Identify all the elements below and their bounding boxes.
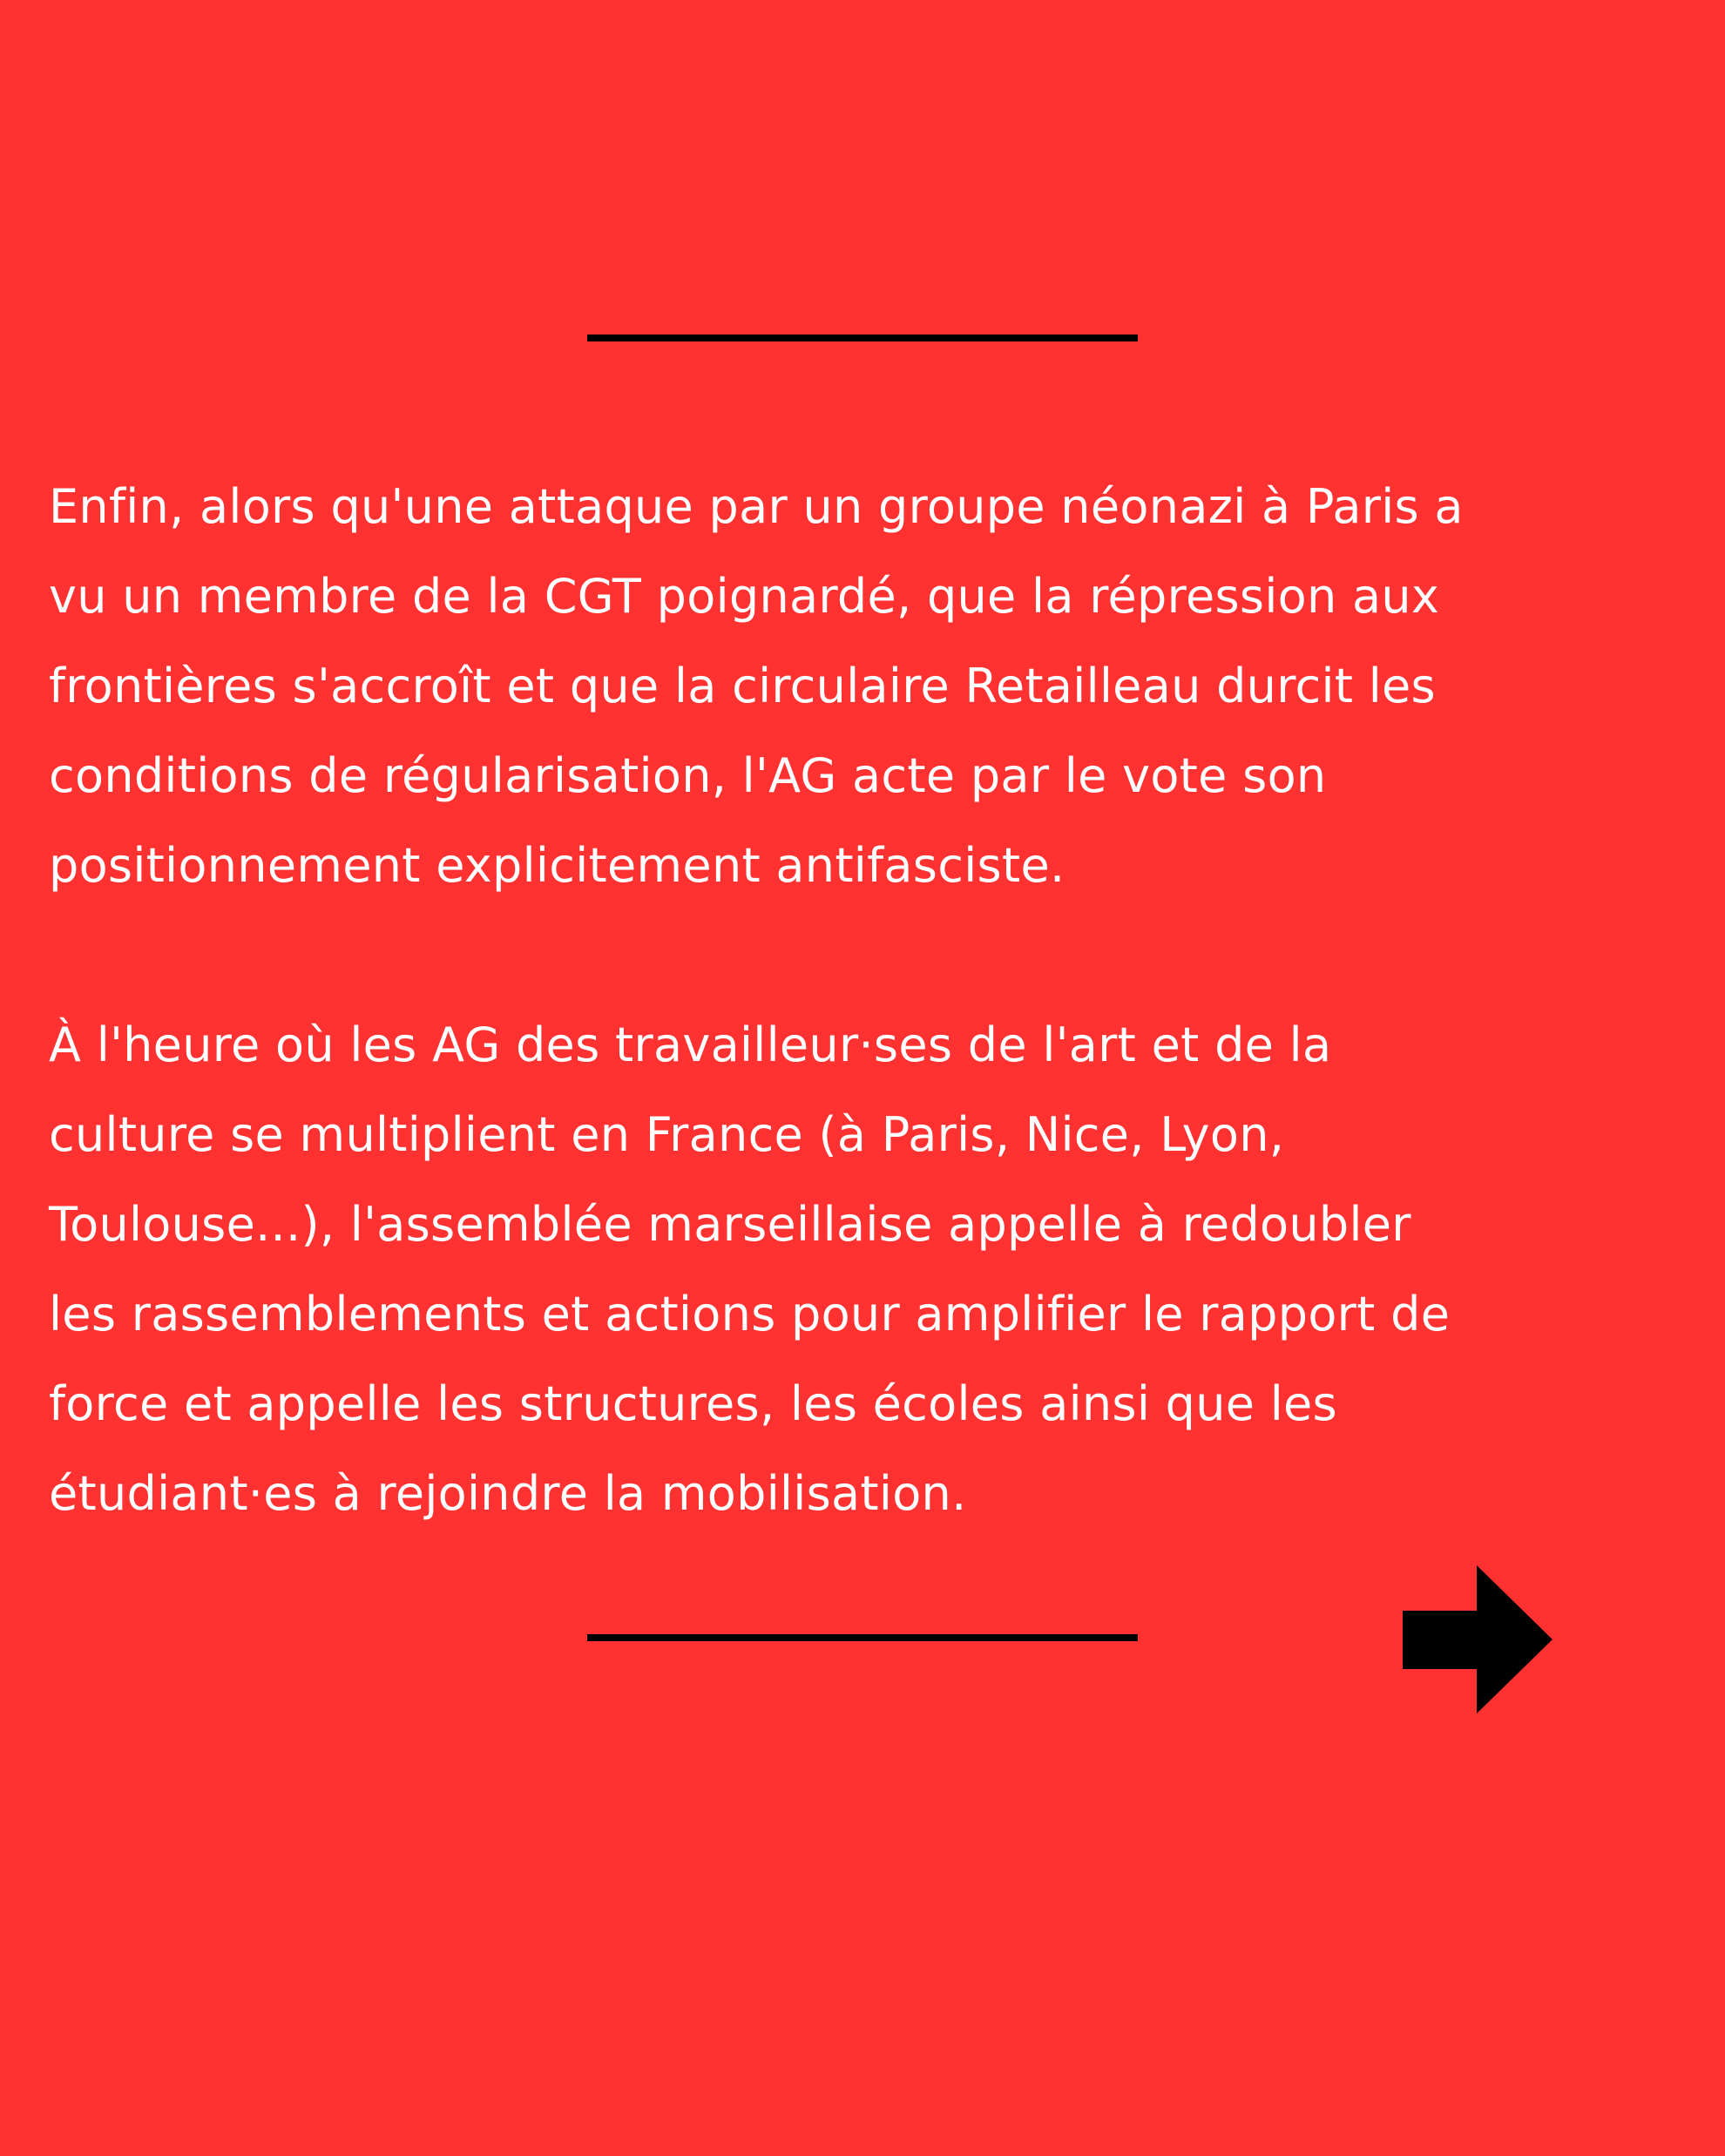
paragraph-antifascist-vote: Enfin, alors qu'une attaque par un groupe néonazi à Paris a vu un membre de la CGT poignardé, que la répression aux frontières s'accroît et que la circulaire Retailleau durcit les conditions de régularisation, l'AG acte par le vote son positionnement explicitement antifasciste.	[49, 479, 1464, 893]
paragraph-mobilisation-call: À l'heure où les AG des travailleur·ses de l'art et de la culture se multiplient en France (à Paris, Nice, Lyon, Toulouse...), l'assemblée marseillaise appelle à redoubler les rassemblements et actions pour amplifier le rapport de force et appelle les structures, les écoles ainsi que les étudiant·es à rejoindre la mobilisation.	[49, 1017, 1451, 1521]
body-text	[49, 462, 1687, 1538]
top-divider	[587, 335, 1138, 341]
next-arrow-icon[interactable]	[1403, 1565, 1552, 1713]
bottom-divider	[587, 1634, 1138, 1641]
